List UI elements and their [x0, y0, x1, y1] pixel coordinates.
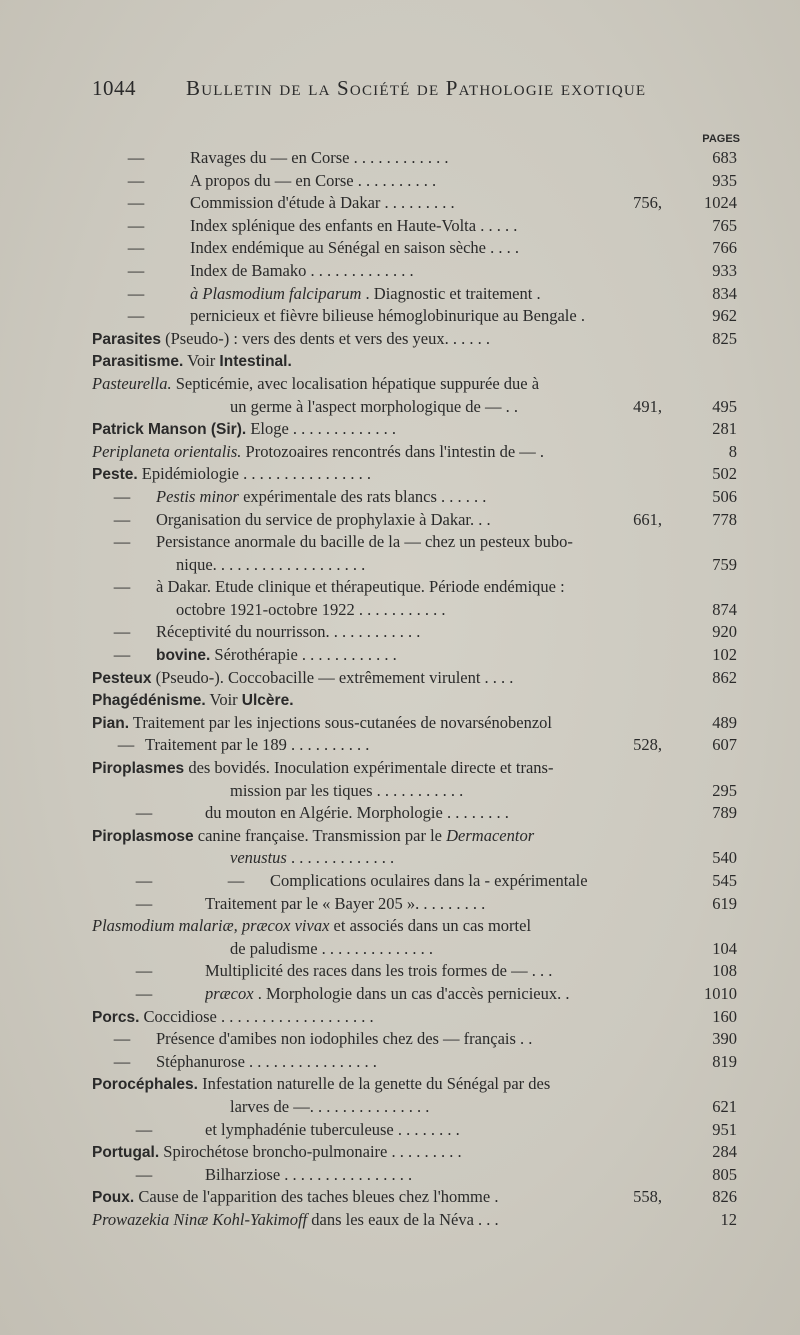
- index-entry: [0, 418, 800, 441]
- entry-page: 962: [712, 306, 737, 326]
- entry-body: Cause de l'apparition des taches bleues chez l'homme .: [138, 1187, 499, 1207]
- entry-italic-text: venustus: [230, 848, 287, 868]
- entry-text: [92, 1006, 668, 1030]
- entry-text: [92, 350, 668, 374]
- entry-body: Présence d'amibes non iodophiles chez des — français . .: [156, 1029, 533, 1049]
- index-entry: [0, 1006, 800, 1029]
- entry-text: [92, 373, 668, 396]
- entry-text: [190, 283, 668, 306]
- entry-body: Multiplicité des races dans les trois formes de — . . .: [205, 961, 553, 981]
- entry-page: 683: [712, 148, 737, 167]
- index-entry: [0, 215, 800, 238]
- entry-text: [92, 328, 668, 352]
- entry-text: [205, 1119, 668, 1142]
- entry-italic-text: præcox: [205, 983, 254, 1003]
- entry-page: 489: [712, 712, 737, 732]
- entry-page: 12: [720, 1209, 737, 1229]
- entry-text: [92, 915, 668, 938]
- entry-text: [156, 621, 668, 644]
- entry-page: 502: [712, 464, 737, 484]
- entry-text: [190, 215, 668, 238]
- entry-dash: —: [127, 170, 145, 190]
- entry-page: 545: [712, 871, 737, 890]
- index-entry: [0, 260, 800, 283]
- index-entry: [0, 328, 800, 351]
- entry-text: [205, 893, 668, 916]
- entry-page: 621: [712, 1096, 737, 1116]
- entry-text: [92, 441, 668, 464]
- index-entry: [0, 621, 800, 644]
- entry-body: . Diagnostic et traitement .: [365, 283, 541, 303]
- entry-dash: —: [135, 1164, 153, 1184]
- entry-page: 765: [712, 215, 737, 235]
- entry-page-extra: 661,: [633, 509, 662, 529]
- entry-page: 284: [712, 1142, 737, 1162]
- index-entry: [0, 192, 800, 215]
- index-entry: [0, 938, 800, 961]
- entry-body: Commission d'étude à Dakar . . . . . . . . .: [190, 193, 455, 213]
- entry-text: [92, 712, 668, 736]
- entry-reference: Ulcère.: [241, 692, 294, 710]
- entry-keyword: Piroplasmes: [92, 760, 185, 778]
- entry-body: Coccidiose . . . . . . . . . . . . . . . . . . .: [143, 1006, 374, 1026]
- entry-page: 951: [712, 1119, 737, 1139]
- entry-body: canine française. Transmission par le: [197, 825, 443, 845]
- entry-text: [92, 757, 668, 781]
- entry-text: [156, 1028, 668, 1051]
- index-entry: [0, 893, 800, 916]
- entry-text: [190, 260, 668, 283]
- entry-dash: —: [135, 983, 153, 1003]
- entry-dash: —: [135, 1119, 153, 1139]
- entry-dash: —: [227, 871, 245, 890]
- index-entry: [0, 237, 800, 260]
- entry-page: 295: [712, 780, 737, 800]
- index-entry: [0, 1164, 800, 1187]
- entry-dash: —: [127, 283, 145, 303]
- entry-reference: Intestinal.: [219, 353, 292, 371]
- entry-text: [156, 509, 610, 532]
- entry-dash: —: [127, 215, 145, 235]
- entry-text: [230, 780, 668, 803]
- entry-page: 766: [712, 238, 737, 258]
- index-entry: [0, 350, 800, 373]
- entry-keyword-italic: Periplaneta orientalis.: [92, 441, 242, 461]
- entry-page: 495: [712, 396, 737, 416]
- index-entry: [0, 734, 800, 757]
- index-entry: [0, 305, 800, 328]
- index-entry: [0, 1028, 800, 1051]
- entry-body: nique. . . . . . . . . . . . . . . . . . .: [176, 554, 366, 574]
- entry-page: 789: [712, 803, 737, 823]
- entry-text: [205, 802, 668, 825]
- entry-dash: —: [135, 803, 153, 823]
- entry-page: 390: [712, 1029, 737, 1049]
- entry-dash: —: [113, 509, 131, 529]
- entry-body: Complications oculaires dans la - expérimentale: [270, 871, 588, 890]
- entry-page: 104: [712, 938, 737, 958]
- entry-text: [145, 734, 610, 757]
- entry-dash: —: [127, 306, 145, 326]
- entry-page: 778: [712, 509, 737, 529]
- entry-dash: —: [127, 193, 145, 213]
- entry-body: de paludisme . . . . . . . . . . . . . .: [230, 938, 434, 958]
- entry-page: 935: [712, 170, 737, 190]
- entry-dash: —: [113, 486, 131, 506]
- entry-italic-text: à Plasmodium falciparum: [190, 283, 362, 303]
- index-entry: [0, 667, 800, 690]
- entry-text: [176, 554, 668, 577]
- entry-page: 826: [712, 1187, 737, 1207]
- index-entry: [0, 915, 800, 938]
- entry-body: Sérothérapie . . . . . . . . . . . .: [214, 645, 397, 665]
- entry-text: [156, 1051, 668, 1074]
- entry-keyword: Portugal.: [92, 1144, 160, 1162]
- entry-text: [92, 1209, 668, 1232]
- index-entry: [0, 1209, 800, 1232]
- entry-body: Index endémique au Sénégal en saison sèche . . . .: [190, 238, 519, 258]
- entry-text: [156, 576, 668, 599]
- index-entry: [0, 1051, 800, 1074]
- entry-keyword-italic: Pasteurella.: [92, 373, 172, 393]
- entry-keyword: Patrick Manson (Sir).: [92, 421, 247, 439]
- entry-page: 1010: [704, 983, 737, 1003]
- entry-text: [156, 531, 668, 554]
- entry-page: 933: [712, 260, 737, 280]
- entry-text: [270, 870, 668, 893]
- entry-page: 108: [712, 961, 737, 981]
- entry-text: [205, 960, 668, 983]
- entry-body: Traitement par les injections sous-cutanées de novarsénobenzol: [132, 712, 552, 732]
- pages-column-label: PAGES: [702, 133, 740, 145]
- entry-page: 607: [712, 735, 737, 755]
- entry-page: 102: [712, 645, 737, 665]
- page-header: [92, 76, 692, 106]
- entry-body: Index de Bamako . . . . . . . . . . . . .: [190, 260, 414, 280]
- index-entry: [0, 147, 800, 170]
- entry-text: [92, 463, 668, 487]
- entry-text: [230, 396, 610, 419]
- entry-page-extra: 528,: [633, 735, 662, 755]
- entry-text: [190, 170, 668, 193]
- entry-text: [230, 1096, 668, 1119]
- entry-text: [205, 1164, 668, 1187]
- index-entry: [0, 1119, 800, 1142]
- entry-page-extra: 558,: [633, 1187, 662, 1207]
- entry-page: 920: [712, 622, 737, 642]
- entry-page: 819: [712, 1051, 737, 1071]
- entry-italic-text: Pestis minor: [156, 486, 239, 506]
- entry-dash: —: [135, 871, 153, 890]
- entry-page: 8: [728, 441, 737, 461]
- entry-body: Protozoaires rencontrés dans l'intestin de — .: [245, 441, 545, 461]
- entry-text: [205, 983, 668, 1006]
- entry-dash: —: [135, 893, 153, 913]
- entry-body: Septicémie, avec localisation hépatique suppurée due à: [175, 373, 540, 393]
- entry-body: . Morphologie dans un cas d'accès pernicieux. .: [257, 983, 570, 1003]
- index-entry: [0, 847, 800, 870]
- entry-body: Infestation naturelle de la genette du Sénégal par des: [202, 1074, 551, 1094]
- index-entry: [0, 599, 800, 622]
- index-entry: [0, 802, 800, 825]
- index-entry: [0, 1141, 800, 1164]
- entry-body: octobre 1921-octobre 1922 . . . . . . . . . . .: [176, 599, 446, 619]
- entry-body: Index splénique des enfants en Haute-Volta . . . . .: [190, 215, 518, 235]
- entry-dash: —: [135, 961, 153, 981]
- index-entry: [0, 509, 800, 532]
- entry-dash: —: [113, 622, 131, 642]
- entry-italic-text: Dermacentor: [446, 825, 535, 845]
- entry-body: un germe à l'aspect morphologique de — . .: [230, 396, 518, 416]
- entry-keyword: Parasites: [92, 330, 161, 348]
- entry-dash: —: [127, 148, 145, 167]
- index-entry: [0, 757, 800, 780]
- entry-body: Voir: [209, 690, 238, 710]
- index-entry: [0, 1073, 800, 1096]
- entry-body: et: [333, 916, 346, 936]
- entry-page: 874: [712, 599, 737, 619]
- entry-body: et lymphadénie tuberculeuse . . . . . . . .: [205, 1119, 460, 1139]
- index-entry: [0, 780, 800, 803]
- entry-text: [176, 599, 668, 622]
- entry-keyword: Pesteux: [92, 669, 152, 687]
- entry-dash: —: [117, 735, 135, 755]
- index-entry: [0, 825, 800, 848]
- entry-dash: —: [127, 260, 145, 280]
- entry-page: 805: [712, 1164, 737, 1184]
- entry-text: [92, 1186, 610, 1210]
- entry-page: 506: [712, 486, 737, 506]
- entry-text: [156, 486, 668, 509]
- entry-text: [92, 825, 668, 849]
- entry-keyword: Porocéphales.: [92, 1076, 198, 1094]
- entry-body: Eloge . . . . . . . . . . . . .: [250, 419, 397, 439]
- entry-body: larves de —. . . . . . . . . . . . . . .: [230, 1096, 430, 1116]
- entry-body: associés dans un cas mortel: [349, 916, 532, 936]
- entry-text: [92, 667, 668, 691]
- entry-keyword: Poux.: [92, 1189, 135, 1207]
- entry-body: à Dakar. Etude clinique et thérapeutique. Période endémique :: [156, 577, 565, 597]
- index-entry: [0, 576, 800, 599]
- index-entry: [0, 1096, 800, 1119]
- entry-body: dans les eaux de la Néva . . .: [311, 1209, 499, 1229]
- index-entry: [0, 283, 800, 306]
- entry-body: Traitement par le 189 . . . . . . . . . .: [145, 735, 370, 755]
- index-entry: [0, 554, 800, 577]
- entry-keyword-italic: Prowazekia Ninæ Kohl-Yakimoff: [92, 1209, 308, 1229]
- entry-page-extra: 491,: [633, 396, 662, 416]
- entry-keyword: Piroplasmose: [92, 827, 194, 845]
- entry-text: [156, 644, 668, 668]
- entry-text: [92, 418, 668, 442]
- entry-dash: —: [127, 238, 145, 258]
- entry-keyword: Parasitisme.: [92, 353, 184, 371]
- index-entry: [0, 960, 800, 983]
- entry-page: 862: [712, 667, 737, 687]
- entry-body: Stéphanurose . . . . . . . . . . . . . . . .: [156, 1051, 377, 1071]
- entry-keyword: Peste.: [92, 466, 138, 484]
- entry-text: [190, 192, 610, 215]
- index-entry: [0, 1186, 800, 1209]
- entry-text: [92, 689, 668, 713]
- entry-text: [190, 305, 668, 328]
- entry-body: expérimentale des rats blancs . . . . . .: [243, 486, 487, 506]
- entry-page: 834: [712, 283, 737, 303]
- index-entry: [0, 689, 800, 712]
- entry-body: pernicieux et fièvre bilieuse hémoglobinurique au Bengale .: [190, 306, 585, 326]
- entry-page: 540: [712, 848, 737, 868]
- index-entry: [0, 712, 800, 735]
- entry-text: [230, 938, 668, 961]
- entry-body: Réceptivité du nourrisson. . . . . . . . . . . .: [156, 622, 421, 642]
- entry-dash: —: [113, 532, 131, 552]
- entry-keyword: Porcs.: [92, 1008, 140, 1026]
- journal-title: Bulletin de la Société de Pathologie exotique: [186, 76, 647, 100]
- entry-body: Spirochétose broncho-pulmonaire . . . . . . . . .: [163, 1142, 462, 1162]
- entry-text: [92, 1073, 668, 1097]
- entry-page: 619: [712, 893, 737, 913]
- entry-keyword: Phagédénisme.: [92, 692, 206, 710]
- entry-text: [190, 237, 668, 260]
- entry-page: 281: [712, 419, 737, 439]
- entry-dash: —: [113, 577, 131, 597]
- entry-body: Bilharziose . . . . . . . . . . . . . . . .: [205, 1164, 413, 1184]
- entry-page: 1024: [704, 193, 737, 213]
- entry-body: Traitement par le « Bayer 205 ». . . . . . . . .: [205, 893, 486, 913]
- entry-dash: —: [113, 645, 131, 665]
- index-entry: [0, 531, 800, 554]
- index-entry: [0, 644, 800, 667]
- entry-keyword: Pian.: [92, 714, 130, 732]
- index-entry: [0, 486, 800, 509]
- entry-body: Organisation du service de prophylaxie à Dakar. . .: [156, 509, 491, 529]
- index-entry: [0, 441, 800, 464]
- entry-dash: —: [113, 1051, 131, 1071]
- entry-page: 160: [712, 1006, 737, 1026]
- entry-body: (Pseudo-) : vers des dents et vers des yeux. . . . . .: [165, 328, 490, 348]
- index-entry: [0, 870, 800, 893]
- entry-body: (Pseudo-). Coccobacille — extrêmement virulent . . . .: [155, 667, 514, 687]
- entry-keyword: bovine.: [156, 647, 211, 665]
- index-entry: [0, 373, 800, 396]
- entry-body: du mouton en Algérie. Morphologie . . . . . . . .: [205, 803, 509, 823]
- entry-text: [230, 847, 668, 870]
- index-entries: [0, 147, 800, 1232]
- index-entry: [0, 463, 800, 486]
- page-number: 1044: [92, 76, 136, 100]
- entry-body: mission par les tiques . . . . . . . . . . .: [230, 780, 464, 800]
- index-entry: [0, 983, 800, 1006]
- entry-page-extra: 756,: [633, 193, 662, 213]
- entry-page: 759: [712, 554, 737, 574]
- entry-dash: —: [113, 1029, 131, 1049]
- entry-keyword-italic: Plasmodium malariæ, præcox: [92, 916, 291, 936]
- entry-body: Voir: [187, 351, 216, 371]
- index-entry: [0, 170, 800, 193]
- entry-text: [92, 1141, 668, 1165]
- entry-body: Persistance anormale du bacille de la — chez un pesteux bubo-: [156, 532, 573, 552]
- entry-body: des bovidés. Inoculation expérimentale directe et trans-: [188, 758, 554, 778]
- entry-page: 825: [712, 328, 737, 348]
- entry-body: Ravages du — en Corse . . . . . . . . . . . .: [190, 148, 449, 167]
- entry-body: A propos du — en Corse . . . . . . . . . .: [190, 170, 437, 190]
- entry-body: . . . . . . . . . . . . .: [290, 848, 395, 868]
- entry-body: Epidémiologie . . . . . . . . . . . . . . . .: [141, 464, 371, 484]
- index-entry: [0, 396, 800, 419]
- entry-text: [190, 147, 668, 170]
- entry-italic-text: vivax: [294, 916, 330, 936]
